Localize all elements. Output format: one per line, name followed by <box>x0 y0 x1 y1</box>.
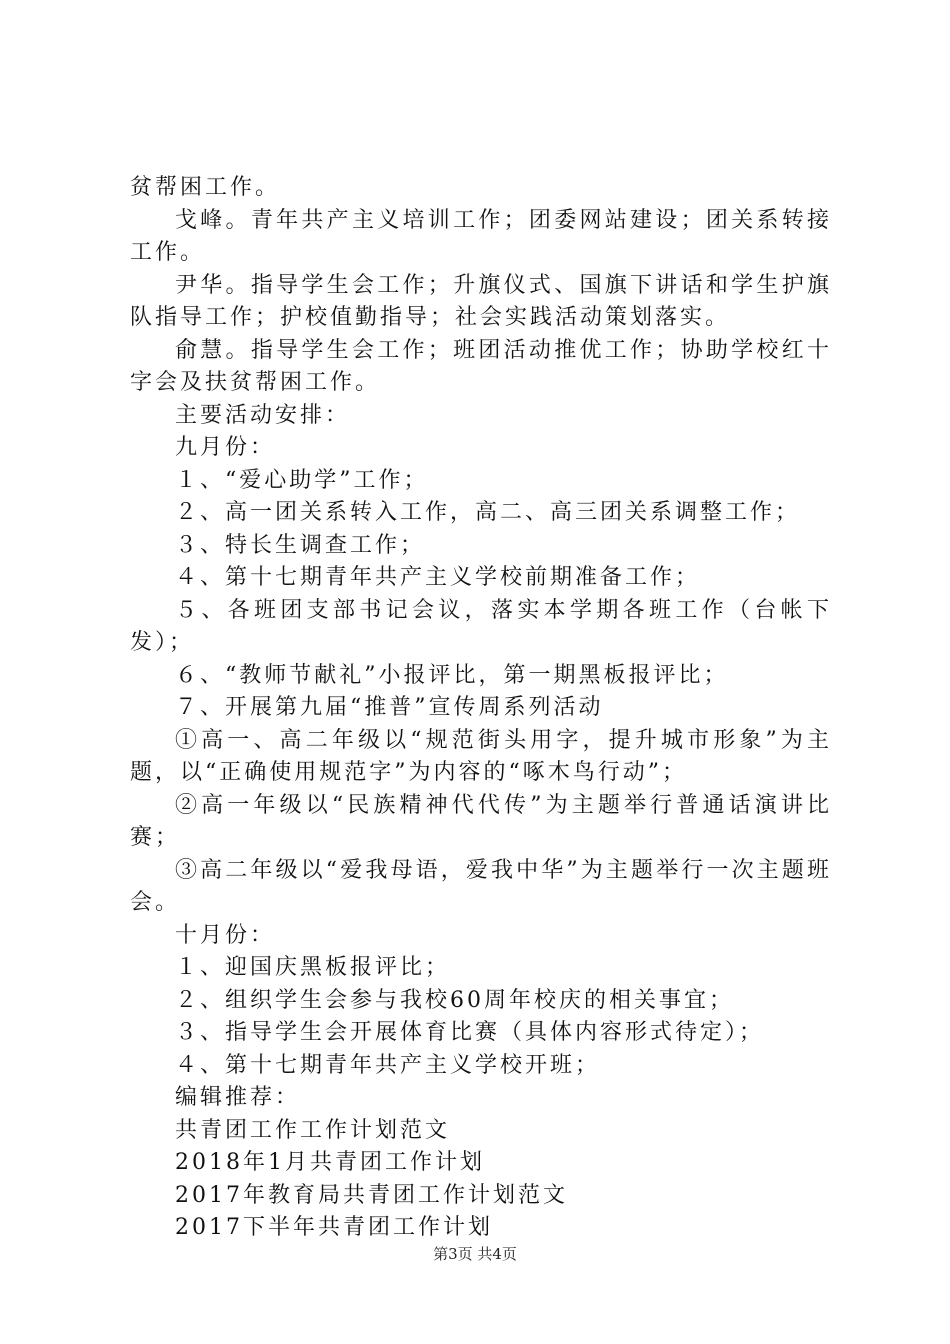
sub-list-item: ③高二年级以“爱我母语，爱我中华”为主题举行一次主题班会。 <box>130 857 832 915</box>
list-item: ４、第十七期青年共产主义学校开班； <box>175 1052 601 1078</box>
list-item: ３、指导学生会开展体育比赛（具体内容形式待定）； <box>175 1020 765 1045</box>
paragraph-continuation: 贫帮困工作。 <box>130 175 281 200</box>
recommended-link[interactable]: 2018年1月共青团工作计划 <box>175 1150 485 1175</box>
recommended-link[interactable]: 共青团工作工作计划范文 <box>175 1117 451 1143</box>
list-item: ５、各班团支部书记会议，落实本学期各班工作（台帐下发）； <box>130 597 832 655</box>
list-item: １、迎国庆黑板报评比； <box>175 955 451 980</box>
document-body <box>130 172 832 1245</box>
page-number-footer: 第3页 共4页 <box>433 1245 517 1263</box>
list-item: ２、高一团关系转入工作，高二、高三团关系调整工作； <box>175 500 801 525</box>
month-heading-october: 十月份： <box>175 922 276 948</box>
sub-list-item: ②高一年级以“民族精神代代传”为主题举行普通话演讲比赛； <box>130 792 832 850</box>
list-item: ３、特长生调查工作； <box>175 532 426 558</box>
paragraph-gefeng: 戈峰。青年共产主义培训工作；团委网站建设；团关系转接工作。 <box>130 207 832 265</box>
list-item: ７、开展第九届“推普”宣传周系列活动 <box>175 695 604 720</box>
list-item: １、“爱心助学”工作； <box>175 467 429 493</box>
sub-list-item: ①高一、高二年级以“规范街头用字，提升城市形象”为主题，以“正确使用规范字”为内容的“啄木鸟行动”； <box>130 727 832 785</box>
recommended-link[interactable]: 2017年教育局共青团工作计划范文 <box>175 1182 568 1208</box>
month-heading-september: 九月份： <box>175 435 276 460</box>
list-item: ４、第十七期青年共产主义学校前期准备工作； <box>175 565 701 590</box>
recommended-link[interactable]: 2017下半年共青团工作计划 <box>175 1215 493 1240</box>
paragraph-yuhui: 俞慧。指导学生会工作；班团活动推优工作；协助学校红十字会及扶贫帮困工作。 <box>130 337 832 395</box>
section-heading-activities: 主要活动安排： <box>175 402 351 428</box>
paragraph-yinhua: 尹华。指导学生会工作；升旗仪式、国旗下讲话和学生护旗队指导工作；护校值勤指导；社会实践活动策划落实。 <box>130 272 832 330</box>
list-item: ６、“教师节献礼”小报评比，第一期黑板报评比； <box>175 662 729 688</box>
list-item: ２、组织学生会参与我校60周年校庆的相关事宜； <box>175 987 734 1013</box>
recommended-heading: 编辑推荐： <box>175 1085 301 1110</box>
